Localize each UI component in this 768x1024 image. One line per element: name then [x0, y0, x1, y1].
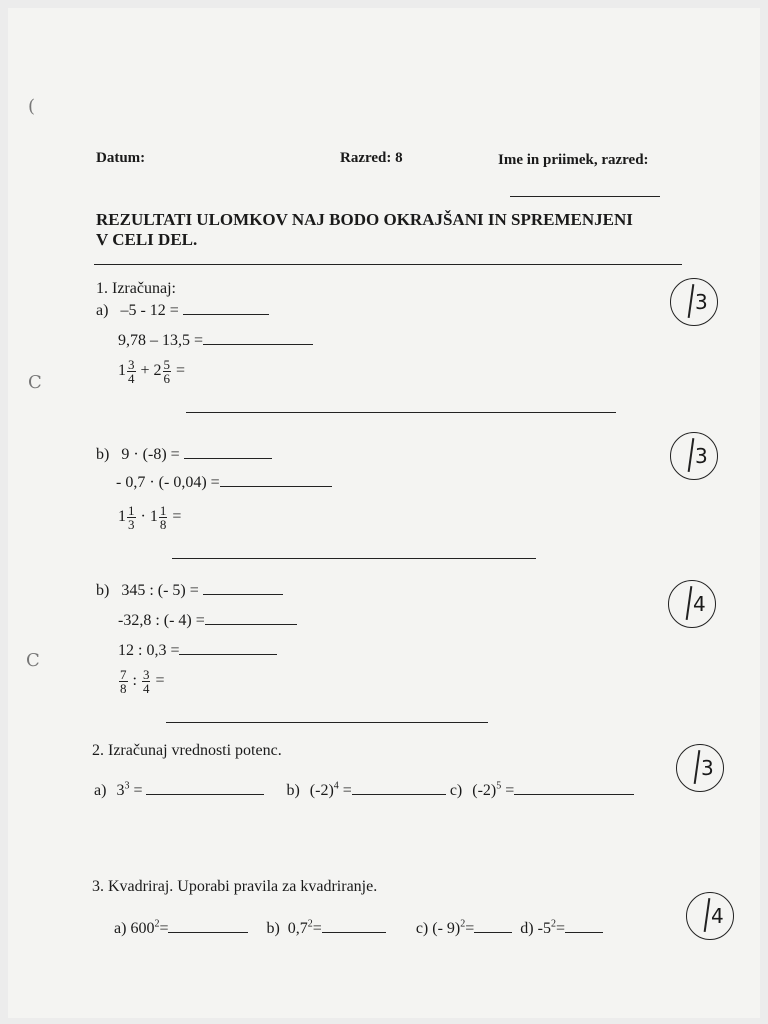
task1-a1-expr: –5 - 12 =: [120, 302, 179, 319]
task3-b-answer[interactable]: [322, 918, 386, 933]
task1-a1-answer[interactable]: [183, 300, 269, 315]
numerator: 1: [128, 503, 135, 518]
title-underline: [94, 264, 682, 265]
task3-a-label: a): [114, 920, 127, 937]
task1-a2-answer[interactable]: [203, 330, 313, 345]
base: -5: [537, 920, 551, 937]
task1-b-label: b): [96, 446, 110, 463]
operator: :: [132, 672, 137, 690]
task1-a-label: a): [96, 302, 109, 319]
denominator: 3: [128, 517, 135, 532]
task1-c3-expr: 12 : 0,3 =: [118, 642, 180, 659]
numerator: 5: [163, 357, 171, 372]
task1-c-line1: [96, 580, 283, 600]
task1-c2-expr: -32,8 : (- 4) =: [118, 612, 205, 629]
margin-mark: (: [28, 96, 36, 117]
task2-a-label: a): [94, 782, 107, 799]
task1-b-line3: [118, 504, 181, 531]
task1-a-line3: [118, 358, 185, 385]
equals-sign: =: [133, 782, 143, 799]
fraction: [127, 358, 136, 385]
equals-sign: =: [465, 920, 475, 937]
score-value: 3: [695, 290, 708, 314]
equals-sign: =: [176, 362, 186, 380]
equals-sign: =: [155, 672, 165, 690]
equals-sign: =: [159, 920, 169, 937]
name-answer-line[interactable]: [510, 196, 660, 197]
equals-sign: =: [312, 920, 322, 937]
task3-d-label: d): [520, 920, 534, 937]
equals-sign: =: [555, 920, 565, 937]
denominator: 6: [163, 371, 171, 386]
exponent: 2: [460, 918, 466, 930]
numerator: 1: [159, 503, 167, 518]
equals-sign: =: [342, 782, 352, 799]
task2-b-answer[interactable]: [352, 780, 446, 795]
margin-mark: C: [28, 372, 42, 393]
task1-b2-answer[interactable]: [220, 472, 332, 487]
score-circle: [670, 432, 718, 480]
date-label: Datum:: [96, 150, 146, 166]
exponent: 2: [307, 918, 313, 930]
task1-a3-answer-line[interactable]: [186, 412, 616, 413]
denominator: 4: [128, 371, 135, 386]
base: 3: [116, 782, 125, 799]
task1-a-line1: [96, 300, 269, 320]
task1-b-line2: [116, 472, 332, 492]
operator: + 2: [140, 362, 162, 380]
name-label: Ime in priimek, razred:: [498, 152, 649, 168]
task2-a-answer[interactable]: [146, 780, 264, 795]
task1-b3-answer-line[interactable]: [172, 558, 536, 559]
task1-c4-answer-line[interactable]: [166, 722, 488, 723]
task3-d-answer[interactable]: [565, 918, 603, 933]
instruction-title-line2: V CELI DEL.: [96, 230, 198, 249]
task1-c-label: b): [96, 582, 110, 599]
denominator: 8: [120, 681, 127, 696]
score-circle: [670, 278, 718, 326]
mixed-whole: 1: [118, 362, 126, 380]
score-value: 4: [711, 904, 724, 928]
instruction-title-line1: REZULTATI ULOMKOV NAJ BODO OKRAJŠANI IN SPREMENJENI: [96, 210, 633, 229]
base: 0,7: [287, 920, 308, 937]
score-value: 3: [695, 444, 708, 468]
task3-c-answer[interactable]: [474, 918, 512, 933]
fraction: [163, 358, 172, 385]
numerator: 3: [128, 357, 135, 372]
task2-c-answer[interactable]: [514, 780, 634, 795]
equals-sign: =: [172, 508, 182, 526]
numerator: 3: [142, 667, 150, 682]
task1-c-line3: [118, 640, 277, 660]
task1-a2-expr: 9,78 – 13,5 =: [118, 332, 204, 349]
task2-items: [94, 780, 634, 800]
task1-c1-answer[interactable]: [203, 580, 283, 595]
base: 600: [130, 920, 155, 937]
score-circle: [676, 744, 724, 792]
mixed-whole: 1: [118, 508, 126, 526]
operator: · 1: [140, 508, 158, 526]
task1-a-line2: [118, 330, 313, 350]
exponent: 5: [496, 780, 502, 792]
task3-items: [114, 918, 603, 938]
exponent: 2: [550, 918, 556, 930]
fraction: [119, 668, 128, 695]
exponent: 4: [333, 780, 339, 792]
fraction: [127, 504, 136, 531]
task2-c-label: c): [449, 782, 463, 799]
task1-b2-expr: - 0,7 · (- 0,04) =: [116, 474, 220, 491]
equals-sign: =: [505, 782, 515, 799]
fraction: [159, 504, 168, 531]
task2-heading: 2. Izračunaj vrednosti potenc.: [92, 742, 282, 759]
task1-c-line2: [118, 610, 297, 630]
margin-mark: C: [26, 650, 40, 671]
fraction: [142, 668, 151, 695]
score-value: 4: [693, 592, 706, 616]
base: (-2): [309, 782, 334, 799]
task3-c-label: c): [415, 920, 429, 937]
numerator: 7: [120, 667, 127, 682]
task1-b1-answer[interactable]: [184, 444, 272, 459]
task2-b-label: b): [286, 782, 300, 799]
exponent: 2: [154, 918, 160, 930]
score-circle: [686, 892, 734, 940]
task1-b-line1: [96, 444, 272, 464]
score-circle: [668, 580, 716, 628]
task1-heading: 1. Izračunaj:: [96, 280, 176, 297]
task1-c2-answer[interactable]: [205, 610, 297, 625]
class-label: Razred: 8: [340, 150, 403, 166]
denominator: 8: [159, 517, 167, 532]
task3-heading: 3. Kvadriraj. Uporabi pravila za kvadriranje.: [92, 878, 378, 895]
task3-b-label: b): [266, 920, 280, 937]
task1-b1-expr: 9 · (-8) =: [121, 446, 180, 463]
task1-c-line4: [118, 668, 164, 695]
denominator: 4: [142, 681, 150, 696]
score-value: 3: [701, 756, 714, 780]
exponent: 3: [124, 780, 130, 792]
task1-c3-answer[interactable]: [179, 640, 277, 655]
base: (- 9): [432, 920, 461, 937]
task1-c1-expr: 345 : (- 5) =: [121, 582, 199, 599]
task3-a-answer[interactable]: [168, 918, 248, 933]
base: (-2): [472, 782, 497, 799]
